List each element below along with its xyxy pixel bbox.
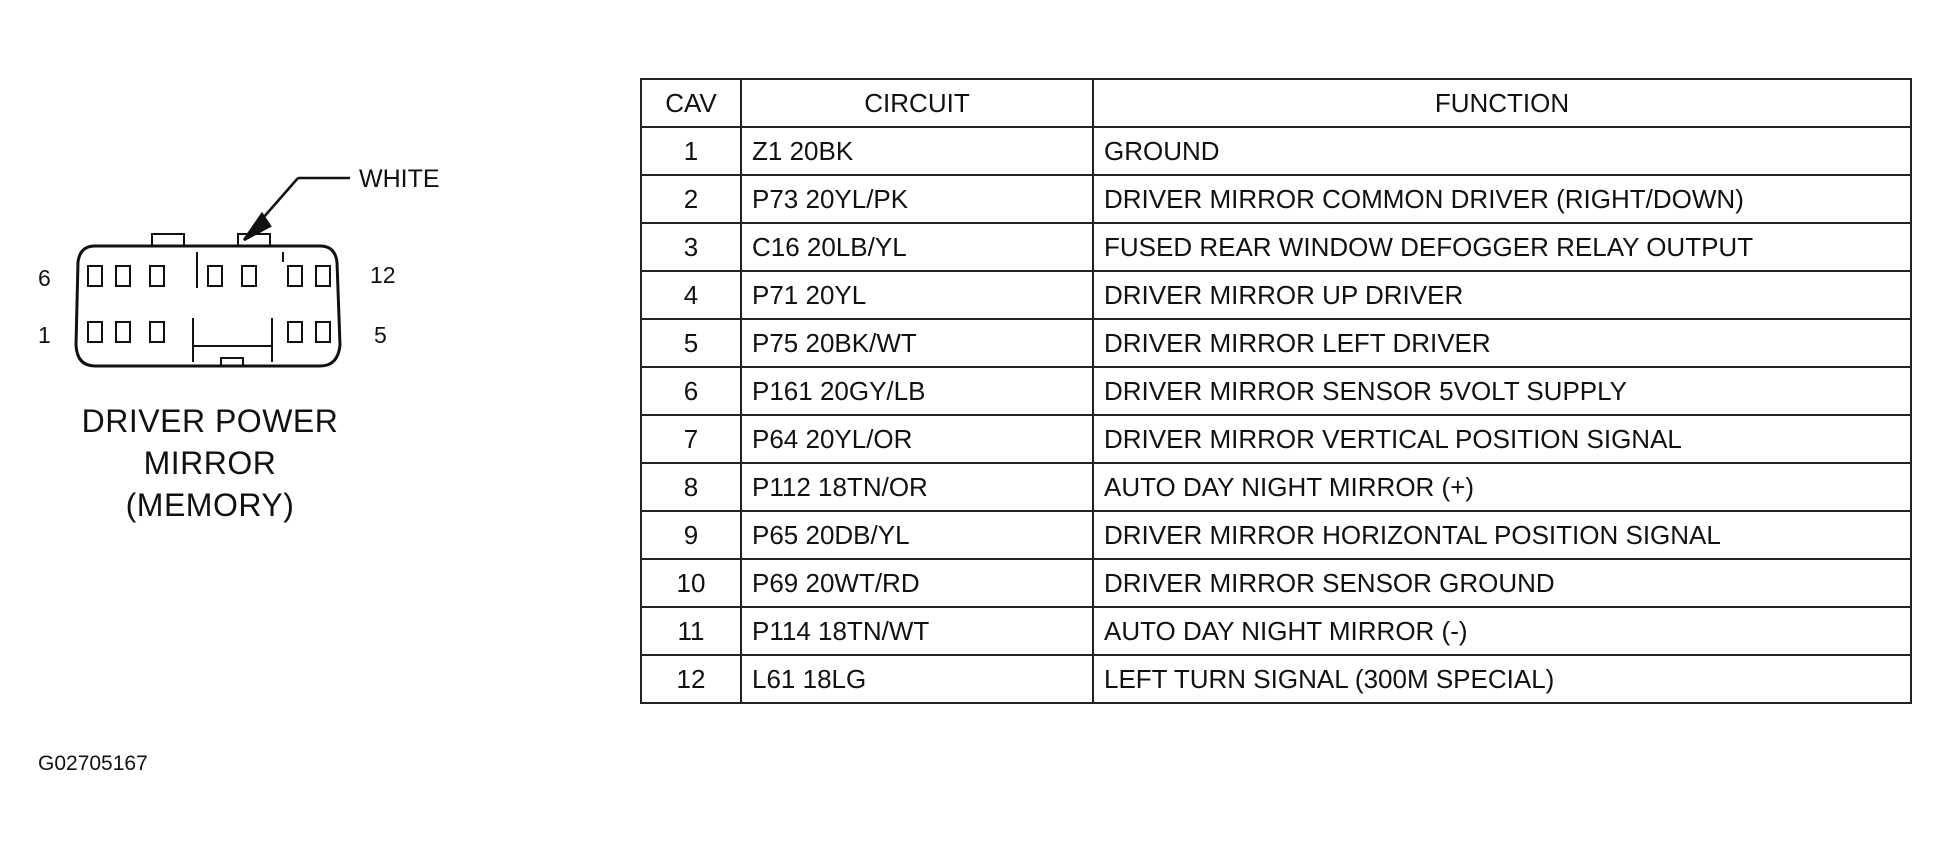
- table-row: [641, 127, 1911, 175]
- cav-cell: 7: [641, 415, 741, 463]
- cav-cell: 5: [641, 319, 741, 367]
- caption-line: MIRROR: [143, 445, 277, 481]
- cav-cell: 3: [641, 223, 741, 271]
- function-cell: LEFT TURN SIGNAL (300M SPECIAL): [1093, 655, 1911, 703]
- function-cell: FUSED REAR WINDOW DEFOGGER RELAY OUTPUT: [1093, 223, 1911, 271]
- function-cell: DRIVER MIRROR UP DRIVER: [1093, 271, 1911, 319]
- cav-cell: 2: [641, 175, 741, 223]
- function-cell: DRIVER MIRROR COMMON DRIVER (RIGHT/DOWN): [1093, 175, 1911, 223]
- table-header-row: [641, 79, 1911, 127]
- connector-housing: [76, 234, 340, 366]
- figure-id: G02705167: [38, 752, 148, 775]
- function-cell: AUTO DAY NIGHT MIRROR (-): [1093, 607, 1911, 655]
- circuit-cell: P73 20YL/PK: [741, 175, 1093, 223]
- table-row: [641, 463, 1911, 511]
- function-cell: DRIVER MIRROR SENSOR 5VOLT SUPPLY: [1093, 367, 1911, 415]
- pin-label-bottom-left: 1: [38, 322, 51, 348]
- pinout-table: [640, 78, 1912, 704]
- caption-line: (MEMORY): [125, 487, 295, 523]
- table-row: [641, 511, 1911, 559]
- circuit-cell: P112 18TN/OR: [741, 463, 1093, 511]
- table-row: [641, 223, 1911, 271]
- cavity-row-top: [88, 266, 330, 286]
- table-row: [641, 271, 1911, 319]
- table-row: [641, 607, 1911, 655]
- circuit-cell: Z1 20BK: [741, 127, 1093, 175]
- function-cell: GROUND: [1093, 127, 1911, 175]
- cav-cell: 12: [641, 655, 741, 703]
- connector-caption: [60, 400, 360, 526]
- table-row: [641, 175, 1911, 223]
- header-cav: CAV: [641, 79, 741, 127]
- caption-line: DRIVER POWER: [81, 403, 339, 439]
- header-circuit: CIRCUIT: [741, 79, 1093, 127]
- table-row: [641, 559, 1911, 607]
- cav-cell: 11: [641, 607, 741, 655]
- table-row: [641, 415, 1911, 463]
- cav-cell: 9: [641, 511, 741, 559]
- cavity-row-bottom: [88, 322, 330, 342]
- function-cell: DRIVER MIRROR HORIZONTAL POSITION SIGNAL: [1093, 511, 1911, 559]
- function-cell: DRIVER MIRROR VERTICAL POSITION SIGNAL: [1093, 415, 1911, 463]
- white-callout-label: WHITE: [359, 165, 440, 193]
- circuit-cell: P71 20YL: [741, 271, 1093, 319]
- circuit-cell: P69 20WT/RD: [741, 559, 1093, 607]
- pin-label-top-left: 6: [38, 265, 51, 291]
- circuit-cell: P114 18TN/WT: [741, 607, 1093, 655]
- white-callout-arrow: [244, 178, 350, 240]
- circuit-cell: P64 20YL/OR: [741, 415, 1093, 463]
- pin-label-top-right: 12: [370, 262, 396, 288]
- cav-cell: 4: [641, 271, 741, 319]
- cav-cell: 8: [641, 463, 741, 511]
- circuit-cell: L61 18LG: [741, 655, 1093, 703]
- cav-cell: 10: [641, 559, 741, 607]
- table-row: [641, 367, 1911, 415]
- table-row: [641, 319, 1911, 367]
- header-function: FUNCTION: [1093, 79, 1911, 127]
- function-cell: DRIVER MIRROR LEFT DRIVER: [1093, 319, 1911, 367]
- circuit-cell: P65 20DB/YL: [741, 511, 1093, 559]
- table-row: [641, 655, 1911, 703]
- circuit-cell: P161 20GY/LB: [741, 367, 1093, 415]
- cav-cell: 6: [641, 367, 741, 415]
- function-cell: DRIVER MIRROR SENSOR GROUND: [1093, 559, 1911, 607]
- pin-label-bottom-right: 5: [374, 322, 387, 348]
- cav-cell: 1: [641, 127, 741, 175]
- circuit-cell: P75 20BK/WT: [741, 319, 1093, 367]
- function-cell: AUTO DAY NIGHT MIRROR (+): [1093, 463, 1911, 511]
- circuit-cell: C16 20LB/YL: [741, 223, 1093, 271]
